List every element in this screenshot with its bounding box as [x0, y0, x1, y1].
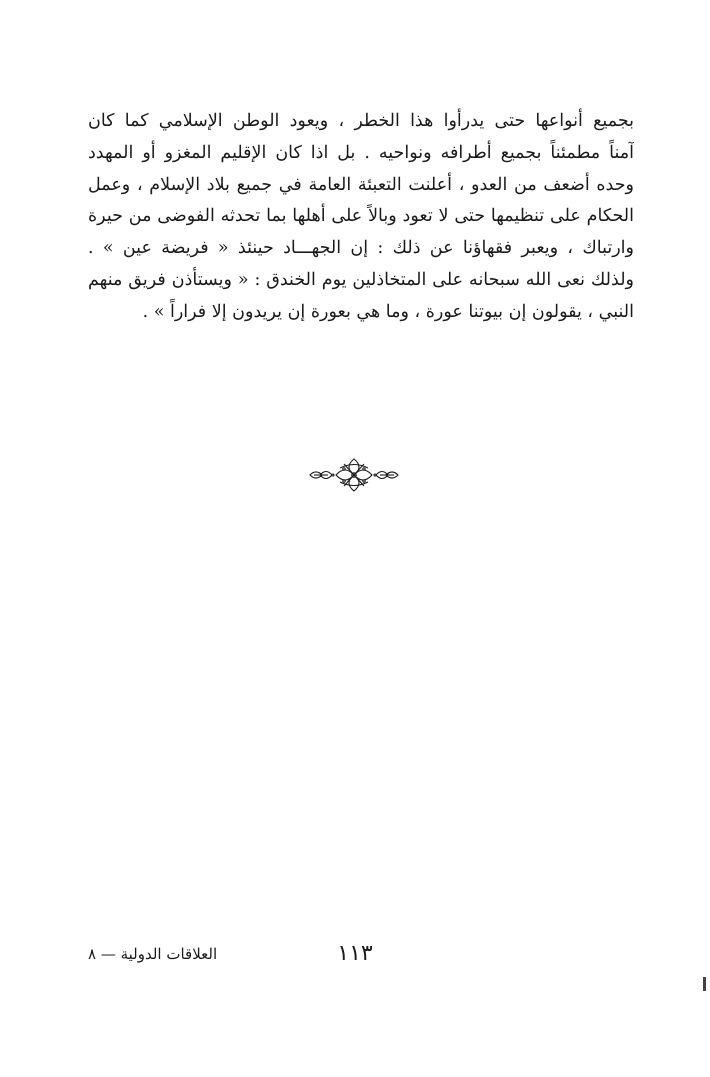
- paragraph-line: وحده أضعف من العدو ، أعلنت التعبئة العامة في جميع بلاد الإسلام ، وعمل: [88, 174, 634, 195]
- paragraph-line: الحكام على تنظيمها حتى لا تعود وبالاً على أهلها بما تحدثه الفوضى من حيرة: [88, 206, 634, 227]
- paragraph-line: النبي ، يقولون إن بيوتنا عورة ، وما هي بعورة إن يريدون إلا فراراً » .: [142, 301, 634, 322]
- scan-edge-mark: [703, 977, 706, 991]
- body-paragraph: [88, 106, 634, 329]
- page-footer: [80, 941, 630, 971]
- arabesque-ornament-icon: [306, 455, 402, 495]
- running-footer-title: العلاقات الدولية — ٨: [88, 945, 218, 963]
- paragraph-line: آمناً مطمئناً بجميع أطرافه ونواحيه . بل اذا كان الإقليم المغزو أو المهدد: [88, 142, 634, 163]
- paragraph-line: ولذلك نعى الله سبحانه على المتخاذلين يوم الخندق : « ويستأذن فريق منهم: [88, 269, 634, 290]
- paragraph-line: وارتباك ، ويعبر فقهاؤنا عن ذلك : إن الجهـــاد حينئذ « فريضة عين » .: [88, 238, 634, 259]
- page-number: ١١٣: [337, 941, 373, 966]
- paragraph-line: بجميع أنواعها حتى يدرأوا هذا الخطر ، ويعود الوطن الإسلامي كما كان: [88, 111, 634, 131]
